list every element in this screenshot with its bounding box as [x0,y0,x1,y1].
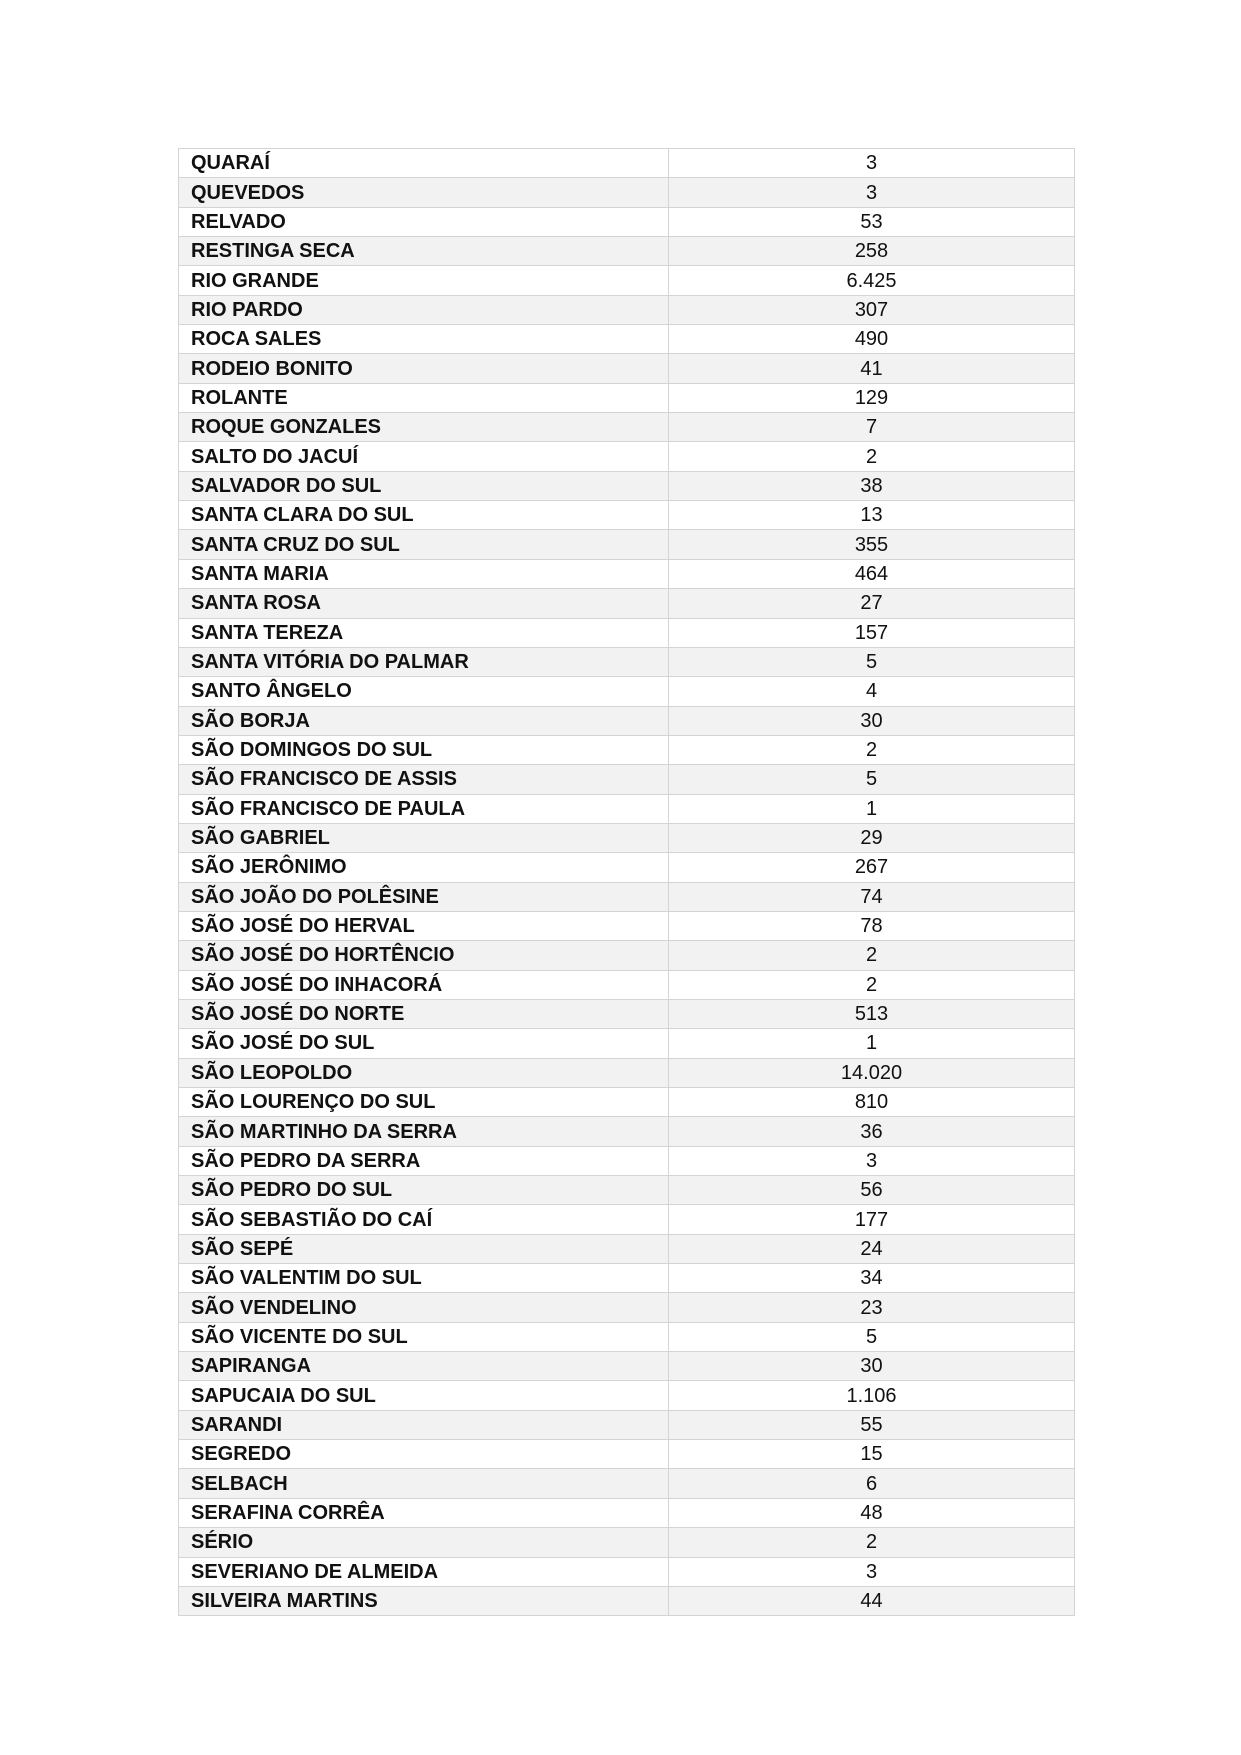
table-row [179,530,1075,559]
table-row [179,1205,1075,1234]
case-count-cell: 78 [669,911,1075,940]
case-count-cell: 53 [669,207,1075,236]
table-row [179,325,1075,354]
case-count-cell: 29 [669,823,1075,852]
table-row [179,941,1075,970]
table-row [179,1234,1075,1263]
case-count-cell: 5 [669,1322,1075,1351]
table-row [179,1264,1075,1293]
municipality-name-cell: SÃO LEOPOLDO [179,1058,669,1087]
table-row [179,559,1075,588]
table-row [179,442,1075,471]
case-count-cell: 36 [669,1117,1075,1146]
municipality-name-cell: SÃO JOSÉ DO HORTÊNCIO [179,941,669,970]
municipality-name-cell: SÃO VENDELINO [179,1293,669,1322]
municipality-name-cell: SÉRIO [179,1528,669,1557]
table-row [179,618,1075,647]
municipality-name-cell: QUEVEDOS [179,178,669,207]
table-row [179,1322,1075,1351]
table-row [179,589,1075,618]
case-count-cell: 13 [669,501,1075,530]
case-count-cell: 157 [669,618,1075,647]
municipality-name-cell: RIO GRANDE [179,266,669,295]
municipality-name-cell: SILVEIRA MARTINS [179,1586,669,1615]
case-count-cell: 490 [669,325,1075,354]
table-row [179,1117,1075,1146]
case-count-cell: 6 [669,1469,1075,1498]
table-row [179,471,1075,500]
case-count-cell: 2 [669,442,1075,471]
case-count-cell: 74 [669,882,1075,911]
case-count-cell: 7 [669,413,1075,442]
case-count-cell: 6.425 [669,266,1075,295]
municipality-name-cell: SANTA CLARA DO SUL [179,501,669,530]
table-body [179,149,1075,1616]
case-count-cell: 5 [669,647,1075,676]
table-row [179,1557,1075,1586]
table-row [179,911,1075,940]
municipality-name-cell: ROCA SALES [179,325,669,354]
municipality-name-cell: SÃO LOURENÇO DO SUL [179,1088,669,1117]
municipality-name-cell: SELBACH [179,1469,669,1498]
municipality-name-cell: SANTO ÂNGELO [179,677,669,706]
table-row [179,1029,1075,1058]
municipality-name-cell: SANTA VITÓRIA DO PALMAR [179,647,669,676]
municipality-name-cell: SÃO DOMINGOS DO SUL [179,735,669,764]
case-count-cell: 177 [669,1205,1075,1234]
municipality-name-cell: SÃO JOSÉ DO NORTE [179,999,669,1028]
municipality-name-cell: SALTO DO JACUÍ [179,442,669,471]
case-count-cell: 56 [669,1176,1075,1205]
table-row [179,383,1075,412]
municipality-name-cell: SÃO PEDRO DA SERRA [179,1146,669,1175]
case-count-cell: 24 [669,1234,1075,1263]
municipality-name-cell: SÃO JOÃO DO POLÊSINE [179,882,669,911]
municipality-name-cell: SÃO JERÔNIMO [179,853,669,882]
table-row [179,706,1075,735]
case-count-cell: 1 [669,794,1075,823]
table-row [179,1352,1075,1381]
case-count-cell: 3 [669,178,1075,207]
municipality-name-cell: RODEIO BONITO [179,354,669,383]
municipality-name-cell: SÃO JOSÉ DO HERVAL [179,911,669,940]
table-row [179,207,1075,236]
table-row [179,794,1075,823]
case-count-cell: 55 [669,1410,1075,1439]
table-row [179,413,1075,442]
table-row [179,501,1075,530]
municipality-name-cell: ROLANTE [179,383,669,412]
case-count-cell: 14.020 [669,1058,1075,1087]
municipality-table [178,148,1075,1616]
case-count-cell: 3 [669,149,1075,178]
table-row [179,178,1075,207]
table-row [179,1381,1075,1410]
municipality-name-cell: SÃO PEDRO DO SUL [179,1176,669,1205]
municipality-name-cell: SERAFINA CORRÊA [179,1498,669,1527]
case-count-cell: 129 [669,383,1075,412]
case-count-cell: 513 [669,999,1075,1028]
table-row [179,1469,1075,1498]
table-row [179,1058,1075,1087]
municipality-name-cell: SANTA CRUZ DO SUL [179,530,669,559]
case-count-cell: 41 [669,354,1075,383]
municipality-name-cell: SÃO BORJA [179,706,669,735]
table-row [179,1146,1075,1175]
municipality-name-cell: RELVADO [179,207,669,236]
case-count-cell: 3 [669,1557,1075,1586]
table-row [179,1528,1075,1557]
municipality-name-cell: SÃO JOSÉ DO INHACORÁ [179,970,669,999]
table-row [179,266,1075,295]
municipality-name-cell: RESTINGA SECA [179,237,669,266]
table-row [179,882,1075,911]
table-row [179,354,1075,383]
case-count-cell: 4 [669,677,1075,706]
municipality-name-cell: SEGREDO [179,1440,669,1469]
table-row [179,765,1075,794]
municipality-name-cell: RIO PARDO [179,295,669,324]
case-count-cell: 258 [669,237,1075,266]
table-row [179,1440,1075,1469]
table-row [179,237,1075,266]
case-count-cell: 5 [669,765,1075,794]
table-row [179,1088,1075,1117]
table-row [179,1586,1075,1615]
municipality-name-cell: SANTA TEREZA [179,618,669,647]
table-row [179,149,1075,178]
municipality-name-cell: QUARAÍ [179,149,669,178]
table-row [179,853,1075,882]
case-count-cell: 307 [669,295,1075,324]
case-count-cell: 1 [669,1029,1075,1058]
municipality-name-cell: SÃO VICENTE DO SUL [179,1322,669,1351]
table-row [179,823,1075,852]
municipality-name-cell: SÃO FRANCISCO DE ASSIS [179,765,669,794]
municipality-name-cell: SÃO SEPÉ [179,1234,669,1263]
table-row [179,1498,1075,1527]
municipality-name-cell: SEVERIANO DE ALMEIDA [179,1557,669,1586]
municipality-name-cell: SALVADOR DO SUL [179,471,669,500]
municipality-name-cell: SÃO FRANCISCO DE PAULA [179,794,669,823]
table-row [179,295,1075,324]
municipality-name-cell: SAPUCAIA DO SUL [179,1381,669,1410]
case-count-cell: 355 [669,530,1075,559]
municipality-name-cell: SANTA MARIA [179,559,669,588]
case-count-cell: 27 [669,589,1075,618]
table-row [179,1410,1075,1439]
table-row [179,677,1075,706]
case-count-cell: 2 [669,735,1075,764]
case-count-cell: 23 [669,1293,1075,1322]
case-count-cell: 30 [669,1352,1075,1381]
municipality-name-cell: SAPIRANGA [179,1352,669,1381]
municipality-name-cell: SÃO SEBASTIÃO DO CAÍ [179,1205,669,1234]
case-count-cell: 2 [669,941,1075,970]
municipality-name-cell: SÃO MARTINHO DA SERRA [179,1117,669,1146]
case-count-cell: 1.106 [669,1381,1075,1410]
table-row [179,647,1075,676]
case-count-cell: 3 [669,1146,1075,1175]
table-row [179,1176,1075,1205]
municipality-name-cell: SÃO JOSÉ DO SUL [179,1029,669,1058]
case-count-cell: 810 [669,1088,1075,1117]
table-row [179,1293,1075,1322]
table-row [179,735,1075,764]
case-count-cell: 48 [669,1498,1075,1527]
table-row [179,999,1075,1028]
table-row [179,970,1075,999]
municipality-name-cell: SARANDI [179,1410,669,1439]
case-count-cell: 267 [669,853,1075,882]
case-count-cell: 464 [669,559,1075,588]
municipality-name-cell: SÃO VALENTIM DO SUL [179,1264,669,1293]
case-count-cell: 44 [669,1586,1075,1615]
case-count-cell: 2 [669,970,1075,999]
municipality-name-cell: ROQUE GONZALES [179,413,669,442]
municipality-name-cell: SANTA ROSA [179,589,669,618]
case-count-cell: 30 [669,706,1075,735]
case-count-cell: 2 [669,1528,1075,1557]
case-count-cell: 15 [669,1440,1075,1469]
case-count-cell: 38 [669,471,1075,500]
case-count-cell: 34 [669,1264,1075,1293]
municipality-name-cell: SÃO GABRIEL [179,823,669,852]
